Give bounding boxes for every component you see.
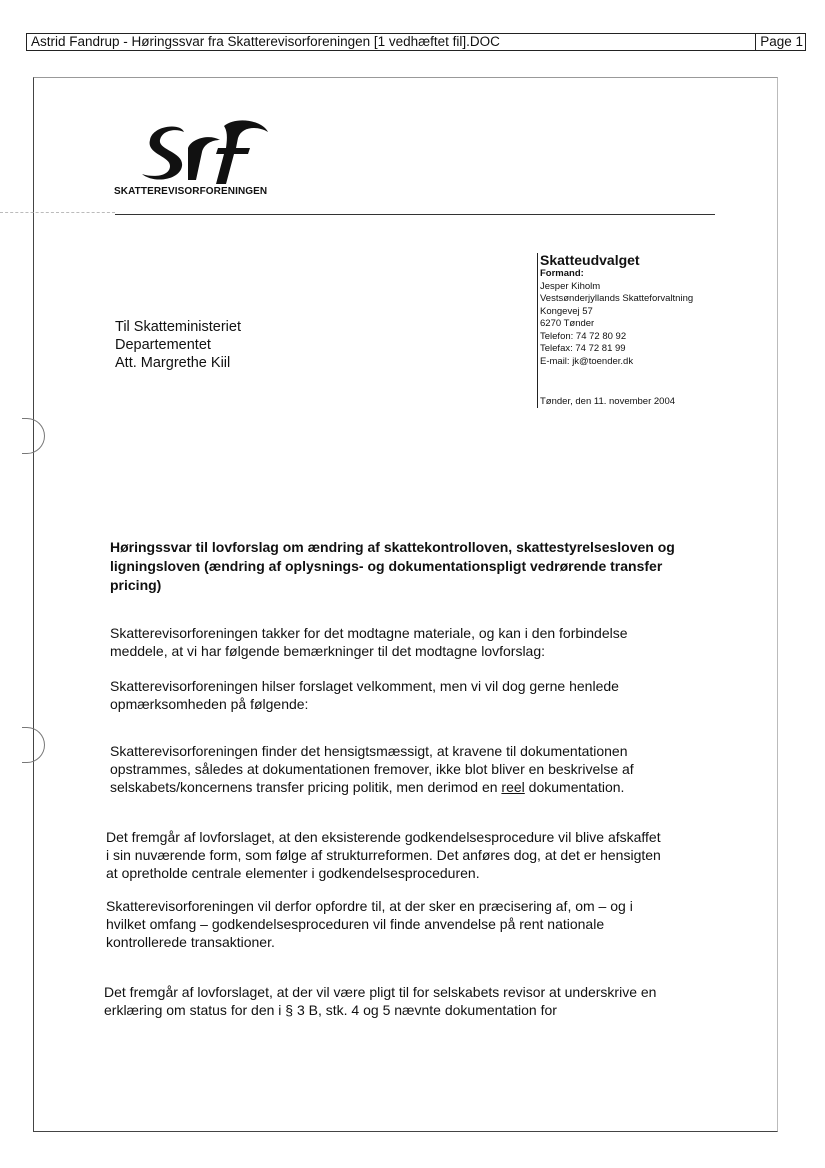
paragraph-line: kontrollerede transaktioner. [106, 934, 275, 950]
paragraph-line: opstrammes, således at dokumentationen fremover, ikke blot bliver en beskrivelse af [110, 761, 634, 777]
document-title: Astrid Fandrup - Høringssvar fra Skatterevisorforeningen [1 vedhæftet fil].DOC [31, 34, 500, 49]
paragraph-line: hvilket omfang – godkendelsesproceduren vil finde anvendelse på rent nationale [106, 916, 605, 932]
paragraph-line: Skatterevisorforeningen hilser forslaget velkomment, men vi vil dog gerne henlede [110, 678, 619, 694]
sender-org: Skatteudvalget [540, 252, 640, 268]
sender-role: Formand: [540, 268, 584, 279]
paragraph [110, 624, 720, 660]
letter-date: Tønder, den 11. november 2004 [540, 396, 676, 407]
sender-line: Jesper Kiholm [540, 280, 601, 292]
paragraph-line: erklæring om status for den i § 3 B, stk. 4 og 5 nævnte dokumentation for [104, 1002, 557, 1018]
paragraph-line: meddele, at vi har følgende bemærkninger til det modtagne lovforslag: [110, 643, 546, 659]
document-header-bar [26, 33, 806, 51]
sender-block [537, 253, 740, 408]
paragraph [106, 897, 716, 951]
paragraph-line: Skatterevisorforeningen vil derfor opfordre til, at der sker en præcisering af, om – og i [106, 898, 633, 914]
recipient-line: Til Skatteministeriet [115, 319, 241, 335]
paragraph-line: Det fremgår af lovforslaget, at der vil være pligt til for selskabets revisor at underskrive en [104, 984, 657, 1000]
paragraph [106, 828, 716, 882]
text-run: selskabets/koncernens transfer pricing politik, men derimod en [110, 779, 502, 795]
letter-subject: Høringssvar til lovforslag om ændring af skattekontrolloven, skattestyrelsesloven og ligningsloven (ændring af oplysnings- og dokumentationspligt vedrørende transfer pricing) [110, 539, 675, 593]
letterhead-rule [115, 214, 715, 215]
srf-logo-mark [132, 118, 272, 188]
margin-dotted-line [0, 212, 115, 213]
paragraph-line: at opretholde centrale elementer i godkendelsesproceduren. [106, 865, 480, 881]
recipient-block [115, 318, 241, 372]
page-number: Page 1 [755, 34, 803, 50]
sender-line: Vestsønderjyllands Skatteforvaltning [540, 293, 694, 304]
paragraph-line: opmærksomheden på følgende: [110, 696, 309, 712]
recipient-line: Att. Margrethe Kiil [115, 355, 231, 371]
sender-phone: Telefon: 74 72 80 92 [540, 330, 627, 342]
paragraph-line: Skatterevisorforeningen takker for det modtagne materiale, og kan i den forbindelse [110, 625, 628, 641]
recipient-line: Departementet [115, 337, 211, 353]
underlined-word: reel [501, 779, 525, 795]
paragraph-line [110, 778, 720, 796]
paragraph [110, 742, 720, 796]
sender-line: 6270 Tønder [540, 318, 595, 329]
sender-email: E-mail: jk@toender.dk [540, 355, 634, 367]
paragraph-line: Det fremgår af lovforslaget, at den eksisterende godkendelsesprocedure vil blive afskaffet [106, 829, 661, 845]
paragraph [110, 677, 720, 713]
sender-fax: Telefax: 74 72 81 99 [540, 343, 626, 354]
paragraph-line: i sin nuværende form, som følge af strukturreformen. Det anføres dog, at det er hensigten [106, 847, 661, 863]
text-run: dokumentation. [524, 779, 625, 795]
srf-logo [112, 118, 292, 203]
sender-line: Kongevej 57 [540, 305, 593, 317]
paragraph-line: Skatterevisorforeningen finder det hensigtsmæssigt, at kravene til dokumentationen [110, 743, 628, 759]
paragraph [104, 983, 714, 1019]
logo-org-name: SKATTEREVISORFORENINGEN [114, 186, 268, 197]
page-frame [33, 77, 778, 1132]
